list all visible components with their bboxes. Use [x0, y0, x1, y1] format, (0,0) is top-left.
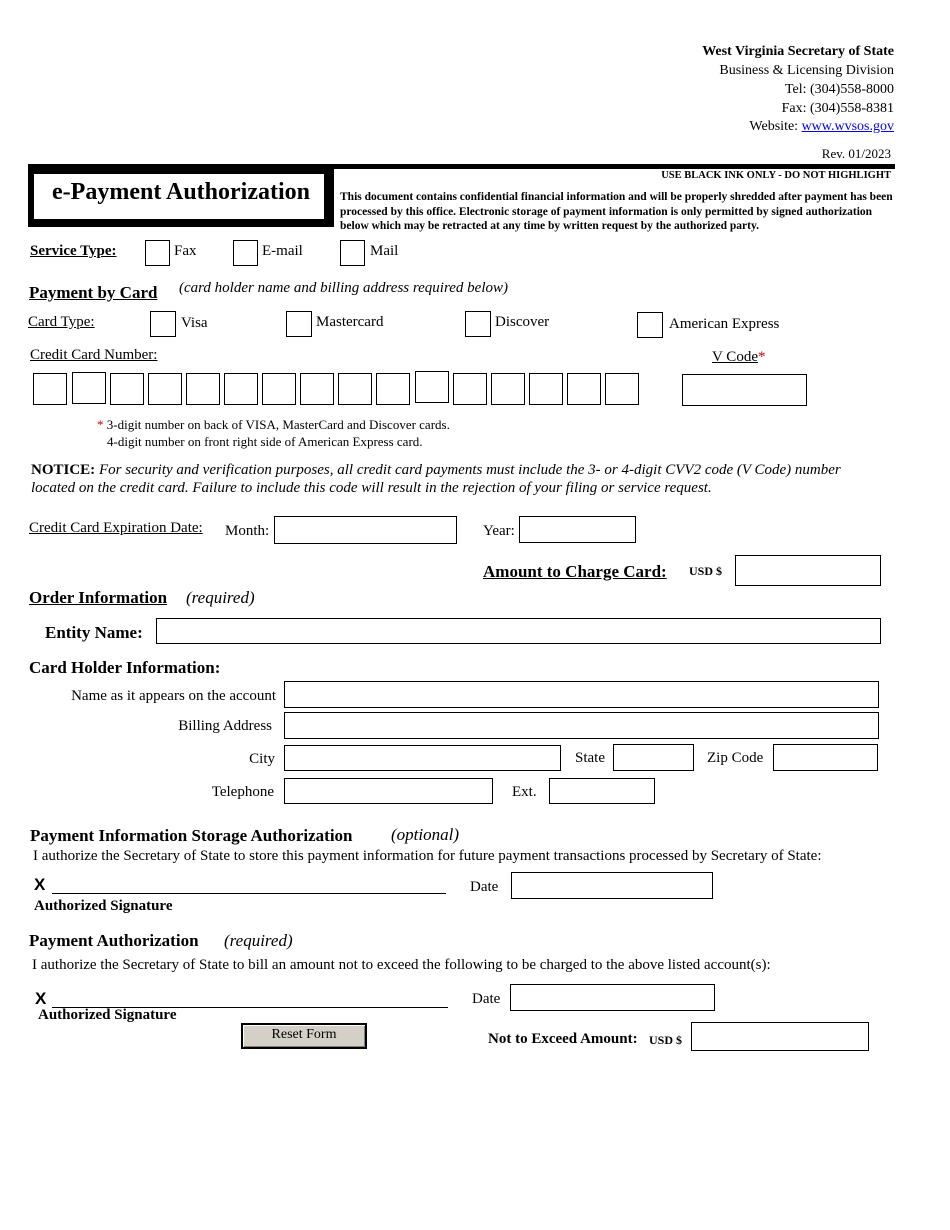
- service-type-label: Service Type:: [30, 243, 117, 259]
- state-input[interactable]: [613, 744, 694, 771]
- storage-signature-x: X: [34, 875, 46, 894]
- cc-digit-box[interactable]: [415, 371, 449, 403]
- authorization-statement: I authorize the Secretary of State to bill an amount not to exceed the following to be charged to the above listed account(s):: [32, 957, 771, 973]
- storage-optional: (optional): [391, 825, 459, 844]
- cc-digit-box[interactable]: [605, 373, 639, 405]
- notice-paragraph: [31, 461, 886, 497]
- division-name: Business & Licensing Division: [719, 63, 894, 78]
- cc-digit-box[interactable]: [186, 373, 220, 405]
- confidential-notice: This document contains confidential financial information and will be properly shredded after payment has been processed by this office. Electronic storage of payment information is only permitted by signed authorization below which may be retracted at any time by written request by the authorized party.: [340, 191, 893, 232]
- cc-digit-box[interactable]: [338, 373, 372, 405]
- notice-text: For security and verification purposes, all credit card payments must include the 3- or 4-digit CVV2 code (V Code) number located on the credit card. Failure to include this code will result in the rejection of your filing or service request.: [31, 462, 841, 496]
- authorization-heading: Payment Authorization: [29, 931, 199, 950]
- order-info-heading: Order Information: [29, 588, 168, 607]
- notice-label: NOTICE:: [31, 462, 96, 478]
- year-label: Year:: [483, 523, 515, 539]
- cc-digit-box[interactable]: [376, 373, 410, 405]
- city-input[interactable]: [284, 745, 561, 771]
- not-to-exceed-label: Not to Exceed Amount:: [488, 1031, 638, 1047]
- vcode-label-wrap: [712, 349, 765, 366]
- entity-name-input[interactable]: [156, 618, 881, 644]
- card-amex-label: American Express: [669, 316, 780, 332]
- cc-digit-box[interactable]: [33, 373, 67, 405]
- amount-label: Amount to Charge Card:: [483, 562, 667, 581]
- cc-digit-box[interactable]: [148, 373, 182, 405]
- cc-digit-box[interactable]: [110, 373, 144, 405]
- card-discover-checkbox[interactable]: [465, 311, 491, 337]
- cc-digit-box[interactable]: [491, 373, 525, 405]
- reset-form-button[interactable]: Reset Form: [241, 1023, 367, 1049]
- cc-number-label: Credit Card Number:: [30, 347, 158, 363]
- revision-date: Rev. 01/2023: [821, 146, 891, 161]
- zip-code-input[interactable]: [773, 744, 878, 771]
- authorization-signature-x: X: [35, 989, 47, 1008]
- website-label: Website:: [749, 119, 802, 134]
- payment-note: (card holder name and billing address required below): [179, 280, 508, 296]
- month-label: Month:: [225, 523, 270, 539]
- zip-code-label: Zip Code: [707, 750, 764, 766]
- not-to-exceed-currency: USD $: [649, 1033, 683, 1047]
- website-line: [749, 117, 894, 136]
- cc-digit-box[interactable]: [567, 373, 601, 405]
- card-discover-label: Discover: [495, 314, 550, 330]
- ink-notice: USE BLACK INK ONLY - DO NOT HIGHLIGHT: [661, 170, 891, 181]
- storage-heading: Payment Information Storage Authorization: [30, 826, 353, 845]
- card-visa-checkbox[interactable]: [150, 311, 176, 337]
- vcode-note-1-text: 3-digit number on back of VISA, MasterCard and Discover cards.: [106, 417, 450, 432]
- service-mail-checkbox[interactable]: [340, 240, 365, 266]
- card-type-label: Card Type:: [28, 314, 95, 330]
- telephone-number: Tel: (304)558-8000: [784, 82, 894, 97]
- org-name: West Virginia Secretary of State: [702, 44, 894, 59]
- vcode-note-1: [97, 417, 450, 433]
- telephone-label: Telephone: [211, 784, 274, 800]
- cc-digit-box[interactable]: [300, 373, 334, 405]
- storage-date-input[interactable]: [511, 872, 713, 899]
- card-mastercard-label: Mastercard: [316, 314, 384, 330]
- ext-input[interactable]: [549, 778, 655, 804]
- cc-digit-box[interactable]: [453, 373, 487, 405]
- cc-digit-box[interactable]: [72, 372, 106, 404]
- service-fax-checkbox[interactable]: [145, 240, 170, 266]
- storage-signature-label: Authorized Signature: [34, 898, 173, 914]
- authorization-required: (required): [224, 931, 293, 950]
- website-link[interactable]: www.wvsos.gov: [801, 119, 894, 134]
- vcode-label: V Code: [712, 349, 758, 365]
- service-fax-label: Fax: [174, 243, 197, 259]
- order-info-required: (required): [186, 588, 255, 607]
- vcode-input[interactable]: [682, 374, 807, 406]
- card-amex-checkbox[interactable]: [637, 312, 663, 338]
- service-email-checkbox[interactable]: [233, 240, 258, 266]
- account-name-label: Name as it appears on the account: [71, 688, 276, 704]
- storage-statement: I authorize the Secretary of State to store this payment information for future payment transactions processed by Secretary of State:: [33, 848, 822, 864]
- service-mail-label: Mail: [370, 243, 399, 259]
- ext-label: Ext.: [512, 784, 537, 800]
- vcode-note-asterisk: *: [97, 417, 104, 432]
- telephone-input[interactable]: [284, 778, 493, 804]
- cc-digit-box[interactable]: [529, 373, 563, 405]
- city-label: City: [249, 751, 275, 767]
- form-title: e-Payment Authorization: [52, 179, 310, 205]
- authorization-date-label: Date: [472, 991, 501, 1007]
- billing-address-input[interactable]: [284, 712, 879, 739]
- not-to-exceed-input[interactable]: [691, 1022, 869, 1051]
- authorization-date-input[interactable]: [510, 984, 715, 1011]
- fax-number: Fax: (304)558-8381: [781, 101, 894, 116]
- account-name-input[interactable]: [284, 681, 879, 708]
- state-label: State: [575, 750, 605, 766]
- cc-digit-box[interactable]: [224, 373, 258, 405]
- amount-currency: USD $: [689, 564, 723, 578]
- storage-signature-line[interactable]: [52, 893, 446, 894]
- service-email-label: E-mail: [262, 243, 303, 259]
- expiration-month-input[interactable]: [274, 516, 457, 544]
- cc-digit-box[interactable]: [262, 373, 296, 405]
- card-visa-label: Visa: [181, 315, 208, 331]
- authorization-signature-label: Authorized Signature: [38, 1007, 177, 1023]
- vcode-asterisk: *: [757, 349, 766, 365]
- vcode-note-2: 4-digit number on front right side of American Express card.: [107, 434, 423, 449]
- storage-date-label: Date: [470, 879, 499, 895]
- amount-input[interactable]: [735, 555, 881, 586]
- billing-address-label: Billing Address: [178, 718, 272, 734]
- expiration-year-input[interactable]: [519, 516, 636, 543]
- cardholder-heading: Card Holder Information:: [29, 658, 221, 677]
- entity-name-label: Entity Name:: [45, 623, 143, 642]
- card-mastercard-checkbox[interactable]: [286, 311, 312, 337]
- expiration-label: Credit Card Expiration Date:: [29, 520, 203, 536]
- payment-by-card-heading: Payment by Card: [29, 283, 158, 302]
